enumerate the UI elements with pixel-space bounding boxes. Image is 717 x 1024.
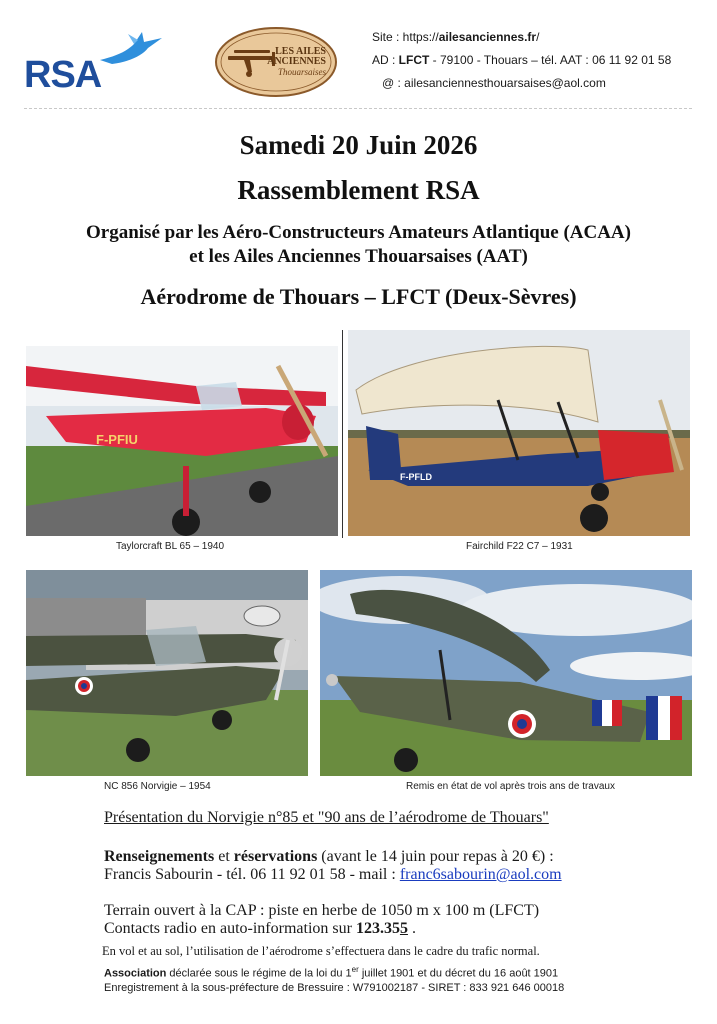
photo-fairchild [348, 330, 690, 536]
photo-norvigie-hangar [26, 570, 308, 776]
rsa-logo [24, 30, 164, 96]
organizer-line-2: et les Ailes Anciennes Thouarsaises (AAT) [189, 246, 528, 267]
contact-email-link[interactable]: franc6sabourin@aol.com [399, 866, 562, 883]
radio-frequency: 123.35 [355, 920, 400, 937]
site-prefix: Site : https:// [372, 30, 439, 44]
presentation-line: Présentation du Norvigie n°85 et "90 ans de l’aérodrome de Thouars" [104, 809, 549, 826]
site-line [372, 30, 539, 44]
radio-end: . [407, 920, 416, 937]
organizer-line-1: Organisé par les Aéro-Constructeurs Amateurs Atlantique (ACAA) [86, 222, 631, 243]
photo-divider [342, 330, 343, 538]
radio-text: Contacts radio en auto-information sur [104, 920, 356, 937]
association-text-1: déclarée sous le régime de la loi du 1 [166, 967, 352, 980]
event-title: Rassemblement RSA [237, 175, 480, 205]
ad-details: - 79100 - Thouars – tél. AAT : 06 11 92 01 58 [429, 53, 672, 67]
aat-logo-text [214, 26, 338, 98]
ad-line [372, 53, 671, 67]
photo-norvigie-restored [320, 570, 692, 776]
info-bold-reservations: réservations [233, 848, 318, 865]
info-rest: (avant le 14 juin pour repas à 20 €) : [317, 848, 554, 865]
radio-line [104, 920, 416, 938]
ad-prefix: AD : [372, 53, 399, 67]
aat-logo-line1: LES AILES [275, 45, 326, 57]
association-sup: er [351, 965, 359, 974]
association-text-2: juillet 1901 et du décret du 16 août 1901 [358, 967, 559, 980]
email-line[interactable]: @ : ailesanciennesthouarsaises@aol.com [382, 76, 606, 90]
contact-line [104, 866, 562, 884]
caption-fairchild: Fairchild F22 C7 – 1931 [466, 541, 573, 552]
info-bold-renseignements: Renseignements [104, 848, 215, 865]
radio-frequency-last-digit: 5 [399, 920, 408, 937]
caption-taylorcraft: Taylorcraft BL 65 – 1940 [116, 541, 225, 552]
info-mid: et [214, 848, 234, 865]
contact-text: Francis Sabourin - tél. 06 11 92 01 58 - mail : [104, 866, 400, 883]
aat-logo-line2: ANCIENNES [267, 56, 326, 68]
header-divider [24, 108, 692, 109]
ad-code: LFCT [398, 53, 430, 67]
caption-restored: Remis en état de vol après trois ans de travaux [406, 781, 615, 792]
registration-f-pfld: F-PFLD [400, 472, 432, 482]
traffic-notice: En vol et au sol, l’utilisation de l’aérodrome s’effectuera dans le cadre du trafic normal. [102, 944, 540, 958]
registration-f-pfiu: F-PFIU [96, 432, 138, 447]
aat-logo [214, 26, 338, 98]
rsa-logo-text: RSA [24, 54, 102, 96]
photo-taylorcraft [26, 346, 338, 536]
association-line [104, 965, 558, 980]
site-suffix: / [536, 30, 540, 44]
aat-logo-line3: Thouarsaises [277, 66, 326, 77]
airfield-title: Aérodrome de Thouars – LFCT (Deux-Sèvres) [140, 284, 577, 309]
registration-line: Enregistrement à la sous-préfecture de Bressuire : W791002187 - SIRET : 833 921 646 00018 [104, 982, 565, 994]
bird-icon [98, 30, 164, 74]
terrain-line: Terrain ouvert à la CAP : piste en herbe de 1050 m x 100 m (LFCT) [104, 902, 540, 919]
association-bold: Association [104, 967, 167, 980]
site-link[interactable]: ailesanciennes.fr [438, 30, 537, 44]
caption-norvigie: NC 856 Norvigie – 1954 [104, 781, 211, 792]
info-line [104, 848, 554, 866]
event-date: Samedi 20 Juin 2026 [239, 130, 478, 160]
